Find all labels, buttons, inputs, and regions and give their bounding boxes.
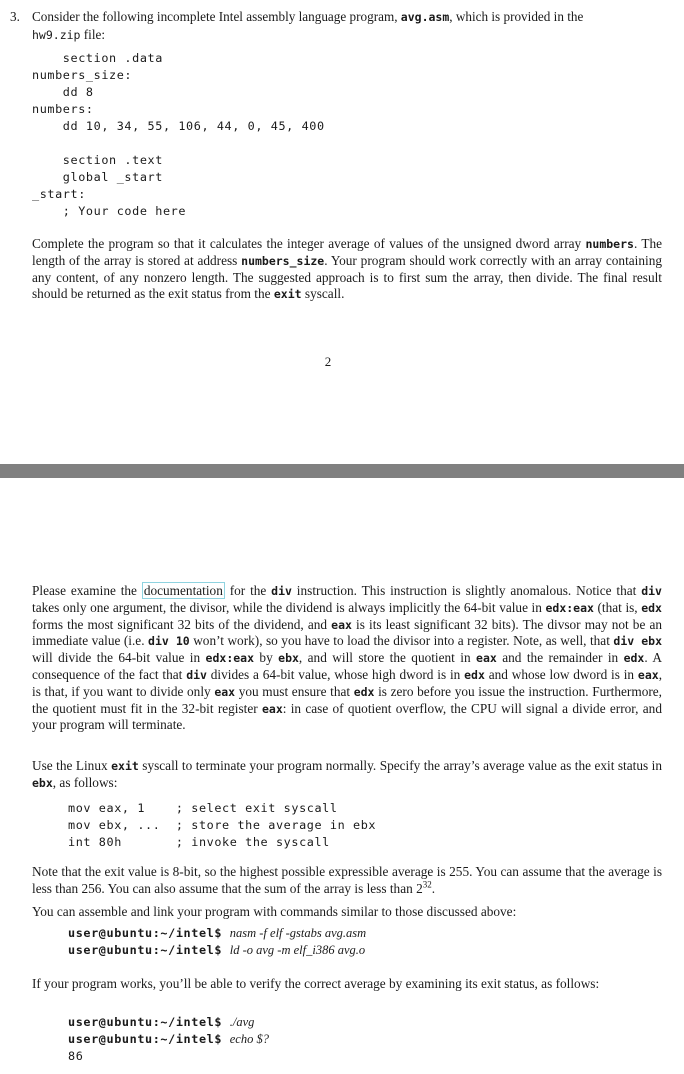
verify-paragraph: If your program works, you’ll be able to verify the correct average by examining its exit status, as follows: xyxy=(32,976,600,991)
shell-command: echo $? xyxy=(229,1032,269,1046)
text: won’t work), so you have to load the divisor into a register. Note, as well, that xyxy=(189,633,614,649)
code-eax: eax xyxy=(331,617,352,632)
code-line xyxy=(32,135,652,152)
assemble-paragraph: You can assemble and link your program with commands similar to those discussed above: xyxy=(32,904,517,919)
div-paragraph xyxy=(32,583,662,734)
exit-paragraph xyxy=(32,758,662,792)
text: you must ensure that xyxy=(235,683,354,699)
text: by xyxy=(254,650,279,666)
note-paragraph xyxy=(32,864,662,898)
shell-prompt: user@ubuntu:~/intel$ xyxy=(68,1015,223,1029)
text: , as follows: xyxy=(52,774,118,790)
intro-filename: avg.asm xyxy=(400,10,450,24)
text: takes only one argument, the divisor, while the dividend is always implicitly the 64-bit value in xyxy=(32,599,546,615)
text: , and will store the quotient in xyxy=(298,650,477,666)
exit-code-block xyxy=(68,800,684,851)
text: Use the Linux xyxy=(32,758,112,773)
text: for the xyxy=(224,583,272,598)
shell-prompt: user@ubuntu:~/intel$ xyxy=(68,926,223,940)
code-line: section .data xyxy=(32,51,163,65)
code-exit: exit xyxy=(111,759,139,773)
text: . xyxy=(431,880,436,896)
asm-code-block xyxy=(32,50,652,220)
question-number: 3. xyxy=(10,9,20,24)
code-edx-eax: edx:eax xyxy=(205,651,255,666)
superscript-32: 32 xyxy=(422,879,432,890)
code-line: int 80h ; invoke the syscall xyxy=(68,835,330,849)
intro-zip: hw9.zip xyxy=(32,28,81,42)
shell-prompt: user@ubuntu:~/intel$ xyxy=(68,943,223,957)
intro-text-1: Consider the following incomplete Intel assembly language program, xyxy=(32,9,401,24)
code-line: mov eax, 1 ; select exit syscall xyxy=(68,801,338,815)
text: and whose low dword is in xyxy=(484,666,638,682)
terminal-output: 86 xyxy=(68,1049,84,1063)
page-separator xyxy=(0,464,684,478)
code-edx: edx xyxy=(623,651,645,666)
documentation-link[interactable]: documentation xyxy=(143,583,223,598)
code-edx: edx xyxy=(464,667,485,682)
page-2 xyxy=(0,0,684,464)
text: syscall. xyxy=(301,286,345,302)
text: instruction. This instruction is slightly anomalous. Notice that xyxy=(291,583,642,598)
shell-command: ld -o avg -m elf_i386 avg.o xyxy=(229,943,366,957)
text: . The length of the array is stored at address xyxy=(32,236,662,268)
text: and the remainder in xyxy=(496,650,624,666)
code-edx-eax: edx:eax xyxy=(545,600,594,615)
code-line: _start: xyxy=(32,187,86,201)
terminal-line xyxy=(68,925,684,942)
code-eax: eax xyxy=(476,651,497,666)
text: . A consequence of the fact that xyxy=(32,650,662,682)
code-line: dd 10, 34, 55, 106, 44, 0, 45, 400 xyxy=(32,119,325,133)
page-number: 2 xyxy=(324,354,332,369)
shell-command: ./avg xyxy=(229,1015,255,1029)
code-line: numbers_size: xyxy=(32,68,133,82)
shell-command: nasm -f elf -gstabs avg.asm xyxy=(229,926,367,940)
terminal-line xyxy=(68,1014,684,1031)
code-div: div xyxy=(186,667,207,682)
text: (that is, xyxy=(593,599,642,615)
text: is zero before you issue the instruction. Furthermore, the quotient must fit in the 32-bit register xyxy=(32,683,663,716)
code-line: ; Your code here xyxy=(32,204,187,218)
text: will divide the 64-bit value in xyxy=(32,650,206,666)
code-eax: eax xyxy=(261,701,283,716)
code-line: global _start xyxy=(32,170,163,184)
code-eax: eax xyxy=(214,684,236,699)
text: is its least significant 32 bits). The divsor may not be an immediate value (i.e. xyxy=(32,616,662,649)
code-div: div xyxy=(271,584,292,598)
question-intro xyxy=(10,8,660,44)
code-numbers-size: numbers_size xyxy=(241,253,325,268)
assemble-commands xyxy=(68,925,684,959)
verify-commands xyxy=(68,1014,684,1065)
page-3 xyxy=(0,478,684,1074)
code-ebx: ebx xyxy=(278,651,299,666)
code-line: numbers: xyxy=(32,102,94,116)
text: divides a 64-bit value, whose high dword is in xyxy=(206,666,465,682)
text: syscall to terminate your program normally. Specify the array’s average value as the exit status in xyxy=(138,758,662,773)
text: : in case of quotient overflow, the CPU will signal a divide error, and your program will terminate. xyxy=(32,700,662,733)
text: . Your program should work correctly with an array containing any content, of any nonzero length. The suggested approach is to first sum the array, then divide. The final result should be returned as the exit status from the xyxy=(32,252,662,302)
text: Note that the exit value is 8-bit, so the highest possible expressible average is 255. You can assume that the average is less than 256. You can also assume that the sum of the array is less than 2 xyxy=(32,864,662,896)
code-ebx: ebx xyxy=(32,775,53,790)
code-exit: exit xyxy=(273,287,302,302)
code-line: section .text xyxy=(32,153,163,167)
text: Complete the program so that it calculates the integer average of values of the unsigned dword array xyxy=(32,236,586,251)
task-paragraph xyxy=(32,236,662,303)
code-div-10: div 10 xyxy=(148,634,190,649)
shell-prompt: user@ubuntu:~/intel$ xyxy=(68,1032,223,1046)
code-line: dd 8 xyxy=(32,85,94,99)
terminal-line xyxy=(68,942,684,959)
code-line: mov ebx, ... ; store the average in ebx xyxy=(68,818,377,832)
intro-text-2: , which is provided in the xyxy=(449,9,584,24)
code-edx: edx xyxy=(353,684,375,699)
text: Please examine the xyxy=(32,583,142,598)
text: forms the most significant 32 bits of the dividend, and xyxy=(32,616,332,632)
intro-text-3: file: xyxy=(80,27,106,42)
terminal-line xyxy=(68,1031,684,1048)
text: , is that, if you want to divide only xyxy=(32,666,663,699)
code-numbers: numbers xyxy=(585,237,634,251)
code-eax: eax xyxy=(637,667,659,682)
code-div: div xyxy=(641,584,662,598)
code-edx: edx xyxy=(641,600,662,615)
code-div-ebx: div ebx xyxy=(613,634,663,649)
